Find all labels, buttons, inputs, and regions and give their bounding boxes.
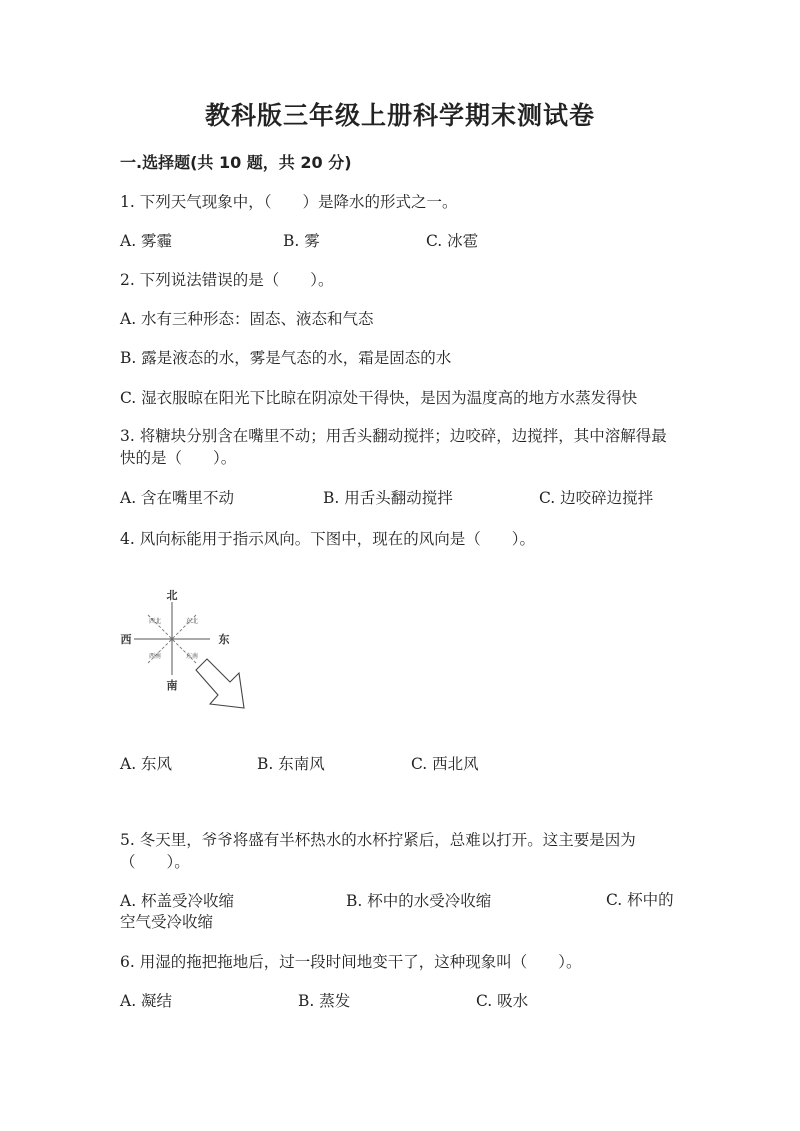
question-1-stem: 1. 下列天气现象中，（ ）是降水的形式之一。 xyxy=(120,193,458,211)
question-6-option-b: B. 蒸发 xyxy=(298,992,351,1010)
question-2-option-a: A. 水有三种形态：固态、液态和气态 xyxy=(120,310,374,328)
question-3-option-c: C. 边咬碎边搅拌 xyxy=(539,489,654,507)
compass-east-label: 东 xyxy=(218,633,230,646)
compass-southwest-label: 西南 xyxy=(148,653,162,660)
compass-northeast-label: 东北 xyxy=(185,618,199,625)
question-1-option-b: B. 雾 xyxy=(283,232,320,250)
question-4-option-c: C. 西北风 xyxy=(411,755,479,773)
question-6-option-c: C. 吸水 xyxy=(476,992,529,1010)
question-1-option-c: C. 冰雹 xyxy=(426,232,479,250)
compass-west-label: 西 xyxy=(120,633,132,646)
question-1-option-a: A. 雾霾 xyxy=(120,232,173,250)
question-5-option-c: C. 杯中的空气受冷收缩 xyxy=(120,891,674,931)
question-5-stem: 5. 冬天里，爷爷将盛有半杯热水的水杯拧紧后，总难以打开。这主要是因为（ ）。 xyxy=(120,831,636,871)
question-6-stem: 6. 用湿的拖把拖地后，过一段时间地变干了，这种现象叫（ ）。 xyxy=(120,953,582,971)
wind-direction-figure xyxy=(112,585,262,715)
section-heading: 一.选择题(共 10 题，共 20 分) xyxy=(120,153,352,172)
question-5-option-a: A. 杯盖受冷收缩 xyxy=(120,892,235,910)
question-6-option-a: A. 凝结 xyxy=(120,992,173,1010)
question-5-option-b: B. 杯中的水受冷收缩 xyxy=(346,892,492,910)
compass-southeast-label: 东南 xyxy=(185,653,199,660)
compass-northwest-label: 西北 xyxy=(148,618,162,625)
question-2-option-b: B. 露是液态的水，雾是气态的水，霜是固态的水 xyxy=(120,349,452,367)
compass-south-label: 南 xyxy=(166,679,178,692)
question-4-stem: 4. 风向标能用于指示风向。下图中，现在的风向是（ ）。 xyxy=(120,530,535,548)
question-3-stem: 3. 将糖块分别含在嘴里不动；用舌头翻动搅拌；边咬碎，边搅拌，其中溶解得最快的是（ ）。 xyxy=(120,427,667,467)
page-title: 教科版三年级上册科学期末测试卷 xyxy=(204,101,595,130)
question-4-option-b: B. 东南风 xyxy=(257,755,325,773)
question-2-option-c: C. 湿衣服晾在阳光下比晾在阴凉处干得快，是因为温度高的地方水蒸发得快 xyxy=(120,389,638,407)
question-3-option-a: A. 含在嘴里不动 xyxy=(120,489,235,507)
question-2-stem: 2. 下列说法错误的是（ ）。 xyxy=(120,271,334,289)
question-4-option-a: A. 东风 xyxy=(120,755,173,773)
compass-north-label: 北 xyxy=(166,589,178,602)
wind-arrow-icon xyxy=(196,659,244,708)
question-3-option-b: B. 用舌头翻动搅拌 xyxy=(323,489,453,507)
